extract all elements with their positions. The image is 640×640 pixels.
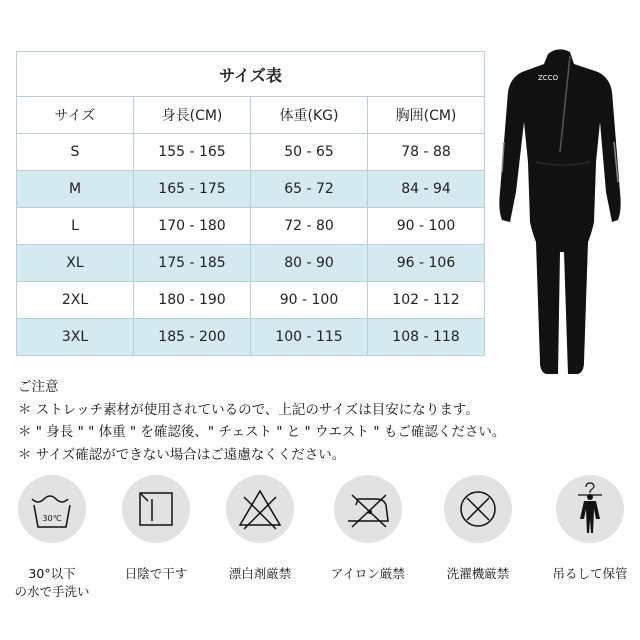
- height-cell: 155 - 165: [134, 134, 251, 171]
- header-chest: 胸囲(CM): [368, 97, 485, 134]
- size-cell: 2XL: [17, 282, 134, 319]
- size-cell: XL: [17, 245, 134, 282]
- care-label: 洗濯機厳禁: [446, 566, 510, 581]
- weight-cell: 100 - 115: [251, 319, 368, 356]
- table-row: [17, 282, 485, 319]
- care-item-dry-in-shade: [106, 475, 206, 583]
- note-line: ＊ " 身長 " " 体重 " を確認後、" チェスト " と " ウエスト " もご確認ください。: [18, 424, 506, 440]
- do-not-iron-icon: [334, 475, 402, 543]
- weight-cell: 80 - 90: [251, 245, 368, 282]
- care-item-no-iron: [318, 475, 418, 583]
- header-weight: 体重(KG): [251, 97, 368, 134]
- brand-mark: ZCCO: [538, 74, 559, 82]
- size-cell: L: [17, 208, 134, 245]
- care-label: アイロン厳禁: [331, 566, 405, 581]
- care-item-hang-store: [540, 475, 640, 583]
- temp-mark: 30℃: [42, 514, 62, 523]
- height-cell: 185 - 200: [134, 319, 251, 356]
- chest-cell: 90 - 100: [368, 208, 485, 245]
- notes-heading: ご注意: [18, 379, 59, 395]
- care-label: 30°以下 の水で手洗い: [14, 566, 90, 599]
- care-item-no-bleach: [210, 475, 310, 583]
- chest-cell: 108 - 118: [368, 319, 485, 356]
- chest-cell: 84 - 94: [368, 171, 485, 208]
- care-item-hand-wash: [2, 475, 102, 601]
- size-table-title: サイズ表: [17, 52, 485, 97]
- size-cell: M: [17, 171, 134, 208]
- note-line: ＊ サイズ確認ができない場合はご遠慮なくください。: [18, 446, 346, 463]
- care-item-no-machine-wash: [428, 475, 528, 583]
- height-cell: 180 - 190: [134, 282, 251, 319]
- notes-section: [18, 376, 628, 466]
- height-cell: 170 - 180: [134, 208, 251, 245]
- chest-cell: 78 - 88: [368, 134, 485, 171]
- header-height: 身長(CM): [134, 97, 251, 134]
- hang-to-store-icon: [556, 475, 624, 543]
- do-not-bleach-icon: [226, 475, 294, 543]
- care-label: 日陰で干す: [124, 566, 188, 581]
- chest-cell: 102 - 112: [368, 282, 485, 319]
- do-not-machine-wash-icon: [444, 475, 512, 543]
- table-row: [17, 245, 485, 282]
- care-label: 漂白剤厳禁: [228, 566, 292, 581]
- size-table-header-row: [17, 97, 485, 134]
- wetsuit-image: [488, 42, 630, 380]
- header-size: サイズ: [17, 97, 134, 134]
- weight-cell: 50 - 65: [251, 134, 368, 171]
- size-cell: S: [17, 134, 134, 171]
- chest-cell: 96 - 106: [368, 245, 485, 282]
- note-line: ＊ ストレッチ素材が使用されているので、上記のサイズは目安になります。: [18, 401, 479, 418]
- size-table: [16, 51, 485, 356]
- table-row: [17, 319, 485, 356]
- size-cell: 3XL: [17, 319, 134, 356]
- weight-cell: 72 - 80: [251, 208, 368, 245]
- height-cell: 175 - 185: [134, 245, 251, 282]
- dry-in-shade-icon: [122, 475, 190, 543]
- hand-wash-30-icon: [18, 475, 86, 543]
- care-instructions: [0, 475, 640, 640]
- weight-cell: 90 - 100: [251, 282, 368, 319]
- weight-cell: 65 - 72: [251, 171, 368, 208]
- height-cell: 165 - 175: [134, 171, 251, 208]
- care-label: 吊るして保管: [552, 566, 628, 581]
- table-row: [17, 208, 485, 245]
- table-row: [17, 134, 485, 171]
- table-row: [17, 171, 485, 208]
